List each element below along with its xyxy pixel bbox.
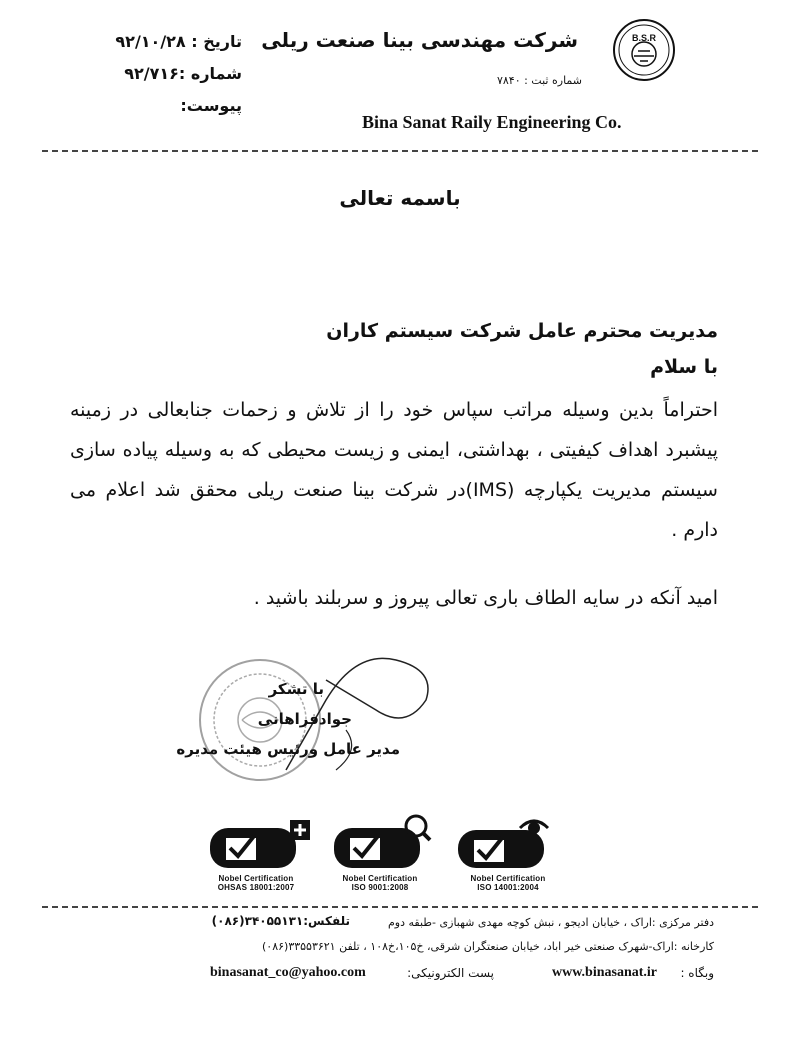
footer-divider	[42, 906, 758, 908]
company-name-en: Bina Sanat Raily Engineering Co.	[362, 112, 622, 132]
cert-iso9001	[320, 812, 440, 892]
footer-factory-address: کارخانه :اراک-شهرک صنعتی خیر اباد، خیابان صنعتگران شرقی، خ۱۰۵،خ۱۰۸ ، تلفن ۳۳۵۵۳۶۲۱(۰۸۶)	[262, 940, 714, 953]
company-logo	[612, 18, 676, 82]
body-paragraph: احتراماً بدین وسیله مراتب سپاس خود را از تلاش و زحمات جنابعالی در زمینه پیشبرد اهداف کیفیتی ، بهداشتی، ایمنی و زیست محیطی که به وسیله پیاده سازی سیستم مدیریت یکپارچه (IMS)در شرکت بینا صنعت ریلی محقق شد اعلام می دارم .	[70, 399, 718, 541]
footer-office-phone: تلفکس:۳۴۰۵۵۱۳۱(۰۸۶)	[211, 914, 350, 928]
iso14001-cert-icon	[448, 816, 568, 870]
ohsas-cert-icon	[196, 818, 316, 870]
cert-iso14001-label: Nobel Certification	[470, 874, 546, 883]
footer-office-address: دفتر مرکزی :اراک ، خیابان ادیجو ، نبش کوچه مهدی شهبازی -طبقه دوم	[388, 916, 714, 929]
iso9001-cert-icon	[320, 812, 440, 870]
cert-iso14001	[448, 816, 568, 892]
footer-website[interactable]: www.binasanat.ir	[552, 965, 658, 980]
footer-email-label: پست الکترونیکی:	[407, 966, 494, 980]
footer-email[interactable]: binasanat_co@yahoo.com	[210, 965, 366, 980]
cert-ohsas	[196, 818, 316, 892]
greeting: با سلام	[650, 356, 718, 378]
registration-number: شماره ثبت : ۷۸۴۰	[496, 74, 582, 87]
cert-iso9001-label: Nobel Certification	[342, 874, 418, 883]
footer-website-label: وبگاه :	[680, 966, 714, 980]
invocation: باسمه تعالی	[339, 186, 461, 210]
header-divider	[42, 150, 758, 152]
recipient: مدیریت محترم عامل شرکت سیستم کاران	[326, 320, 718, 342]
cert-iso9001-standard: ISO 9001:2008	[351, 883, 409, 892]
cert-ohsas-label: Nobel Certification	[218, 874, 294, 883]
signature-thanks: با تشکر	[268, 680, 324, 698]
company-name-fa: شرکت مهندسی بینا صنعت ریلی	[261, 28, 578, 52]
number-line: شماره :۹۲/۷۱۶	[124, 64, 242, 83]
signature-title: مدیر عامل ورئیس هیئت مدیره	[176, 740, 400, 758]
closing-line: امید آنکه در سایه الطاف باری تعالی پیروز و سربلند باشید .	[253, 587, 718, 609]
logo-seal-icon	[612, 18, 676, 82]
date-line: تاریخ : ۹۲/۱۰/۲۸	[115, 32, 242, 51]
logo-text: B.S.R	[631, 33, 657, 43]
attachment-line: پیوست:	[180, 96, 242, 115]
cert-ohsas-standard: OHSAS 18001:2007	[217, 883, 295, 892]
signature-name: جوادفراهانی	[257, 710, 352, 728]
cert-iso14001-standard: ISO 14001:2004	[477, 883, 539, 892]
